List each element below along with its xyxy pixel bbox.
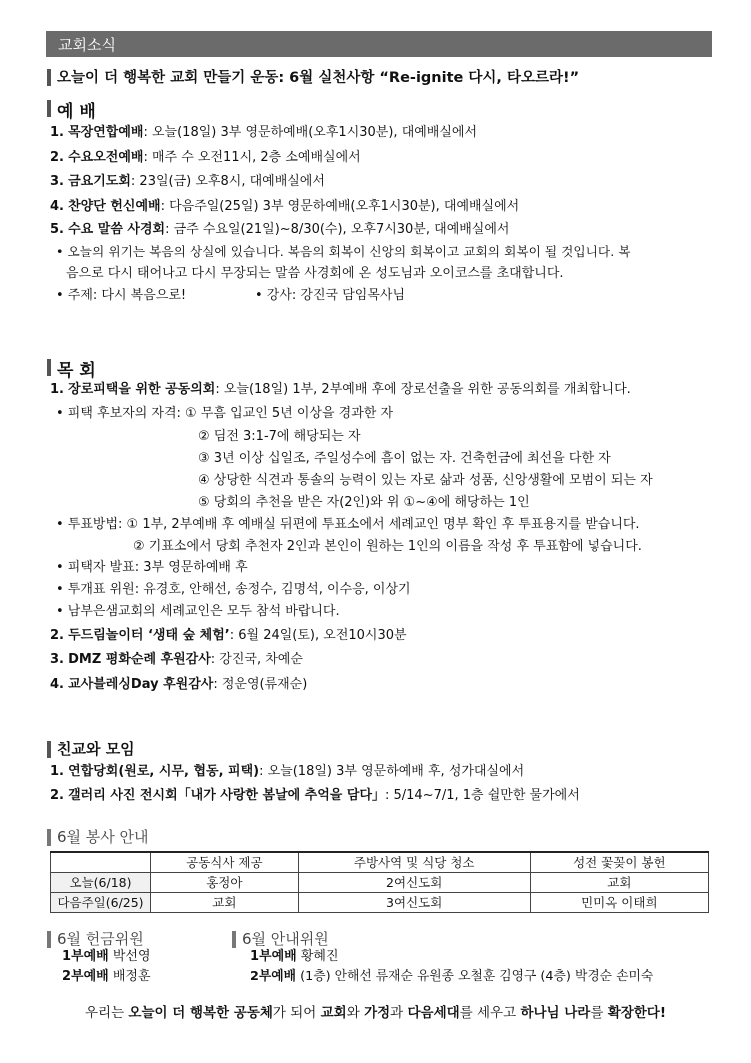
offering-row-2: 2부예배 배정훈 <box>62 969 151 984</box>
section-marker <box>47 931 51 948</box>
qualification-line-2: ② 딤전 3:1-7에 해당되는 자 <box>198 429 361 444</box>
news-header-title: 교회소식 <box>58 36 116 54</box>
table-row <box>51 872 709 892</box>
qualification-line-1: • 피택 후보자의 자격: ① 무흠 입교인 5년 이상을 경과한 자 <box>56 406 394 421</box>
vote-method-2: ② 기표소에서 당회 추천자 2인과 본인이 원하는 1인의 이름을 작성 후 투표함에 넣습니다. <box>133 539 642 554</box>
service-table-header <box>51 852 709 872</box>
section-marker <box>47 69 51 86</box>
mokhoe-item-1: 1. 장로피택을 위한 공동의회: 오늘(18일) 1부, 2부예배 후에 장로선출을 위한 공동의회를 개최합니다. <box>50 382 631 397</box>
offering-row-1: 1부예배 박선영 <box>62 949 151 964</box>
fellowship-item-1: 1. 연합당회(원로, 시무, 협동, 피택): 오늘(18일) 3부 영문하예배 후, 성가대실에서 <box>50 764 525 779</box>
table-cell: 민미옥 이태희 <box>530 892 708 912</box>
table-row <box>51 892 709 912</box>
footer-motto: 우리는 오늘이 더 행복한 공동체가 되어 교회와 가정과 다음세대를 세우고 하나님 나라를 확장한다! <box>84 1005 667 1021</box>
table-cell: 3여신도회 <box>298 892 530 912</box>
table-cell: 홍정아 <box>151 872 299 892</box>
fellowship-item-2: 2. 갤러리 사진 전시회「내가 사랑한 봄날에 추억을 담다」: 5/14~7/1, 1층 쉴만한 물가에서 <box>50 788 580 803</box>
qualification-line-5: ⑤ 당회의 추천을 받은 자(2인)와 위 ①~④에 해당하는 1인 <box>198 495 530 510</box>
qualification-line-4: ④ 상당한 식견과 통솔의 능력이 있는 자로 삶과 성품, 신앙생활에 모범이 되는 자 <box>198 473 653 488</box>
worship-bullet-1a: • 오늘의 위기는 복음의 상실에 있습니다. 복음의 회복이 신앙의 회복이고 교회의 회복이 될 것입니다. 복 <box>56 244 631 259</box>
table-header-cell: 주방사역 및 식당 청소 <box>298 852 530 872</box>
qualification-line-3: ③ 3년 이상 십일조, 주일성수에 흠이 없는 자. 건축헌금에 최선을 다한 자 <box>198 451 611 466</box>
vote-method-1: • 투표방법: ① 1부, 2부예배 후 예배실 뒤편에 투표소에서 세례교인 명부 확인 후 투표용지를 받습니다. <box>56 517 640 532</box>
section-marker <box>232 931 236 948</box>
table-corner <box>51 852 151 872</box>
mokhoe-item-4: 4. 교사블레싱Day 후원감사: 정운영(류재순) <box>50 677 308 692</box>
section-marker <box>47 359 51 376</box>
table-cell: 교회 <box>151 892 299 912</box>
worship-item-3: 3. 금요기도회: 23일(금) 오후8시, 대예배실에서 <box>50 174 325 189</box>
worship-item-4: 4. 찬양단 헌신예배: 다음주일(25일) 3부 영문하예배(오후1시30분), 대예배실에서 <box>50 199 520 214</box>
table-row-label: 다음주일(6/25) <box>51 892 151 912</box>
counters-line: • 투개표 위원: 유경호, 안해선, 송정수, 김명석, 이수응, 이상기 <box>56 582 411 597</box>
attend-line: • 남부은샘교회의 세례교인은 모두 참석 바랍니다. <box>56 604 340 619</box>
table-cell: 2여신도회 <box>298 872 530 892</box>
worship-item-1: 1. 목장연합예배: 오늘(18일) 3부 영문하예배(오후1시30분), 대예배실에서 <box>50 125 478 140</box>
mokhoe-item-2: 2. 두드림놀이터 ‘생태 숲 체험’: 6월 24일(토), 오전10시30분 <box>50 628 407 643</box>
ushers-row-1: 1부예배 황혜진 <box>250 949 339 964</box>
table-cell: 교회 <box>530 872 708 892</box>
table-row-label: 오늘(6/18) <box>51 872 151 892</box>
worship-item-2: 2. 수요오전예배: 매주 수 오전11시, 2층 소예배실에서 <box>50 150 361 165</box>
ushers-row-2: 2부예배 (1층) 안해선 류재순 유원종 오철훈 김영구 (4층) 박경순 손미숙 <box>250 969 654 984</box>
worship-bullet-theme: • 주제: 다시 복음으로! <box>56 288 187 303</box>
headline-text: 오늘이 더 행복한 교회 만들기 운동: 6월 실천사항 “Re-ignite 다시, 타오르라!” <box>57 70 580 86</box>
news-header-bar <box>46 31 712 57</box>
worship-bullet-speaker: • 강사: 강진국 담임목사님 <box>255 288 406 303</box>
section-marker <box>47 741 51 758</box>
worship-item-5: 5. 수요 말씀 사경회: 금주 수요일(21일)~8/30(수), 오후7시30분, 대예배실에서 <box>50 222 510 237</box>
mokhoe-item-3: 3. DMZ 평화순례 후원감사: 강진국, 차예순 <box>50 652 303 667</box>
table-header-cell: 성전 꽃꽂이 봉헌 <box>530 852 708 872</box>
table-header-cell: 공동식사 제공 <box>151 852 299 872</box>
section-marker <box>47 100 51 117</box>
section-marker <box>47 829 51 846</box>
worship-bullet-1b: 음으로 다시 태어나고 다시 무장되는 말씀 사경회에 온 성도님과 오이코스를 초대합니다. <box>66 266 564 281</box>
announce-line: • 피택자 발표: 3부 영문하예배 후 <box>56 560 248 575</box>
service-table <box>50 851 709 913</box>
